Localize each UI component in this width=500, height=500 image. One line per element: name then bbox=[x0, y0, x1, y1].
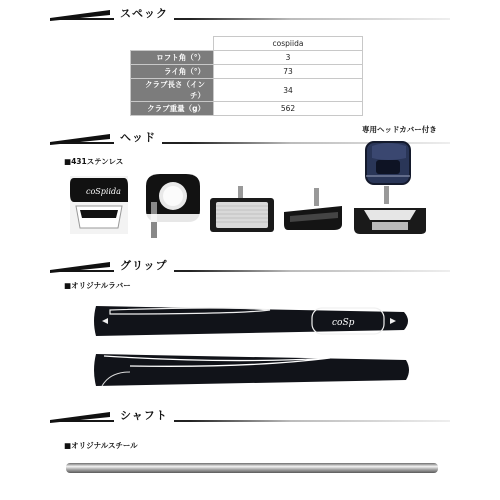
section-title-spec: スペック bbox=[114, 5, 174, 21]
spec-label: ライ角（°） bbox=[131, 65, 214, 79]
spec-label: ロフト角（°） bbox=[131, 51, 214, 65]
grip-logo: coSp bbox=[332, 318, 355, 328]
head-sole-image bbox=[66, 172, 132, 238]
spec-label: クラブ重量（g） bbox=[131, 102, 214, 116]
spec-model: cospiida bbox=[214, 37, 363, 51]
table-row bbox=[131, 51, 363, 65]
head-logo: coSpiida bbox=[86, 187, 121, 196]
section-header-grip bbox=[50, 256, 450, 274]
cover-label: 専用ヘッドカバー付き bbox=[362, 125, 437, 134]
spec-table bbox=[130, 36, 363, 116]
section-title-shaft: シャフト bbox=[114, 407, 174, 423]
table-row bbox=[131, 65, 363, 79]
section-header-shaft bbox=[50, 406, 450, 424]
ribbon-graphic bbox=[50, 256, 450, 274]
head-cover-image bbox=[362, 136, 416, 190]
head-material: ■431ステンレス bbox=[64, 157, 124, 166]
head-top-image bbox=[140, 170, 206, 240]
table-row bbox=[131, 79, 363, 102]
ribbon-graphic bbox=[50, 4, 450, 22]
shaft-material: ■オリジナルスチール bbox=[64, 441, 138, 450]
spec-value: 73 bbox=[214, 65, 363, 79]
shaft-image bbox=[64, 460, 440, 478]
spec-value: 34 bbox=[214, 79, 363, 102]
grip-side-image bbox=[90, 350, 416, 390]
head-back-image bbox=[350, 186, 430, 236]
table-row bbox=[131, 102, 363, 116]
head-heel-image bbox=[280, 188, 346, 234]
section-title-head: ヘッド bbox=[114, 129, 162, 145]
spec-label: クラブ長さ（インチ） bbox=[131, 79, 214, 102]
grip-top-image bbox=[90, 300, 416, 342]
spec-header-row bbox=[131, 37, 363, 51]
section-header-spec bbox=[50, 4, 450, 22]
section-title-grip: グリップ bbox=[114, 257, 174, 273]
spec-value: 562 bbox=[214, 102, 363, 116]
ribbon-graphic bbox=[50, 406, 450, 424]
grip-material: ■オリジナルラバー bbox=[64, 281, 131, 290]
head-face-image bbox=[208, 186, 276, 234]
spec-value: 3 bbox=[214, 51, 363, 65]
